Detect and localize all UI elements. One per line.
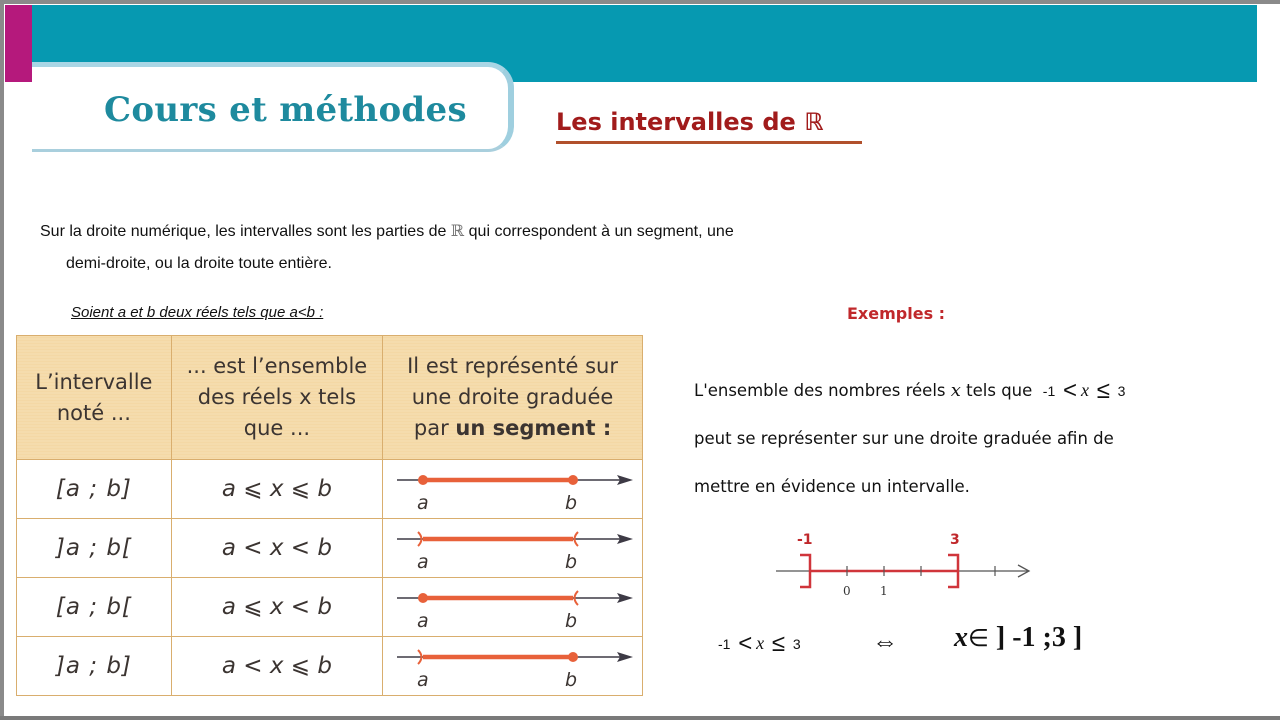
equiv-left: -1 — [718, 636, 731, 652]
interval-notation — [17, 460, 172, 519]
number-line-closed-open — [393, 580, 633, 634]
equiv-right: 3 — [792, 636, 801, 652]
header-text: des réels x tels — [197, 385, 357, 409]
svg-text:a: a — [416, 610, 429, 632]
reals-symbol: ℝ — [450, 221, 465, 240]
interval-condition: a ⩽ x < b — [171, 578, 382, 637]
variable-x: x — [950, 380, 961, 401]
var-a: a — [65, 594, 81, 620]
example-text: tels que — [966, 381, 1033, 400]
var-a: a — [65, 476, 81, 502]
var-b: b — [106, 535, 122, 561]
header-representation — [383, 336, 643, 460]
window-frame-bottom — [0, 716, 1280, 720]
header-text: ... est l’ensemble — [186, 354, 368, 378]
example-line-2: peut se représenter sur une droite graduée afin de — [694, 429, 1114, 448]
section-title-underline — [556, 141, 862, 144]
var-a: a — [65, 653, 81, 679]
intro-paragraph — [40, 215, 734, 280]
section-title: Les intervalles de ℝ — [556, 108, 824, 136]
interval-condition: a ⩽ x ⩽ b — [171, 460, 382, 519]
interval-notation — [17, 519, 172, 578]
closed-endpoint-icon — [568, 652, 578, 662]
ineq-op: < — [1063, 377, 1078, 404]
ineq-right: 3 — [1117, 383, 1126, 399]
interval-notation — [17, 578, 172, 637]
equiv-op: ≤ — [771, 630, 786, 657]
intro-text: Sur la droite numérique, les intervalles sont les parties de — [40, 223, 447, 240]
interval-number-line — [383, 460, 643, 519]
ineq-var: x — [1080, 380, 1089, 400]
inequality — [1042, 377, 1126, 404]
table-header-row — [17, 336, 643, 460]
svg-text:0: 0 — [843, 584, 851, 598]
interval-condition: a < x ⩽ b — [171, 637, 382, 696]
svg-text:b: b — [564, 610, 577, 632]
svg-text:b: b — [564, 669, 577, 691]
header-text-pre: par — [413, 416, 449, 440]
interval-number-line — [383, 578, 643, 637]
ineq-op: ≤ — [1096, 377, 1110, 404]
header-text: que ... — [243, 416, 311, 440]
examples-title: Exemples : — [847, 304, 946, 323]
bracket-right: ] — [121, 653, 132, 679]
var-a: a — [65, 535, 81, 561]
example-text: L'ensemble des nombres réels — [694, 381, 946, 400]
example-number-line — [770, 525, 1040, 600]
header-text-bold: un segment : — [455, 416, 612, 440]
closed-endpoint-icon — [418, 475, 428, 485]
hypothesis-text: Soient a et b deux réels tels que a<b : — [71, 304, 324, 321]
closed-endpoint-icon — [418, 593, 428, 603]
example-line-3: mettre en évidence un intervalle. — [694, 477, 970, 496]
separator: ; — [80, 594, 107, 620]
bracket-right: [ — [121, 594, 132, 620]
bracket-left: [ — [55, 476, 66, 502]
header-notation — [17, 336, 172, 460]
intro-line-1 — [40, 215, 734, 248]
table-row — [17, 578, 643, 637]
element-of-icon: ∈ — [968, 626, 989, 652]
svg-text:a: a — [416, 492, 429, 514]
table-row — [17, 637, 643, 696]
tab-title: Cours et méthodes — [104, 90, 467, 130]
header-text — [383, 413, 642, 444]
interval-number-line — [383, 519, 643, 578]
separator: ; — [80, 653, 107, 679]
interval-result — [954, 622, 1082, 654]
svg-text:b: b — [564, 551, 577, 573]
equivalence-arrow-icon: ⇔ — [872, 626, 898, 656]
ineq-left: -1 — [1042, 383, 1056, 399]
bracket-left: [ — [55, 594, 66, 620]
var-b: b — [106, 653, 122, 679]
closed-endpoint-icon — [568, 475, 578, 485]
window-frame-left — [0, 0, 4, 720]
svg-text:1: 1 — [880, 584, 888, 598]
svg-text:b: b — [564, 492, 577, 514]
header-condition — [171, 336, 382, 460]
var-b: b — [106, 594, 122, 620]
interval-condition: a < x < b — [171, 519, 382, 578]
svg-text:a: a — [416, 669, 429, 691]
result-interval: ] -1 ;3 ] — [988, 622, 1083, 653]
separator: ; — [80, 535, 107, 561]
equivalence-statement — [718, 622, 1083, 658]
header-text: une droite graduée — [411, 385, 614, 409]
example-line-1 — [694, 366, 1125, 415]
number-line-open-open — [393, 521, 633, 575]
interval-notation — [17, 637, 172, 696]
bracket-right: ] — [121, 476, 132, 502]
header-accent-block — [5, 5, 32, 82]
var-b: b — [106, 476, 122, 502]
table-row — [17, 460, 643, 519]
svg-text:-1: -1 — [797, 532, 813, 548]
bracket-right: [ — [121, 535, 132, 561]
header-text: L’intervalle — [35, 369, 153, 394]
table-row — [17, 519, 643, 578]
header-text: Il est représenté sur — [407, 354, 618, 378]
intervals-table — [16, 335, 643, 696]
bracket-left: ] — [55, 653, 66, 679]
intro-text: qui correspondent à un segment, une — [468, 223, 734, 240]
number-line-closed-closed — [393, 462, 633, 516]
result-var: x — [954, 622, 968, 653]
window-frame-top — [0, 0, 1280, 4]
interval-number-line — [383, 637, 643, 696]
equiv-var: x — [756, 633, 765, 653]
example-paragraph — [694, 366, 1125, 511]
number-line-open-closed — [393, 639, 633, 693]
separator: ; — [80, 476, 107, 502]
svg-text:3: 3 — [950, 532, 960, 548]
equiv-op: < — [738, 630, 753, 657]
header-text: noté ... — [56, 400, 131, 425]
svg-text:a: a — [416, 551, 429, 573]
intro-line-2: demi-droite, ou la droite toute entière. — [66, 255, 332, 272]
bracket-left: ] — [55, 535, 66, 561]
